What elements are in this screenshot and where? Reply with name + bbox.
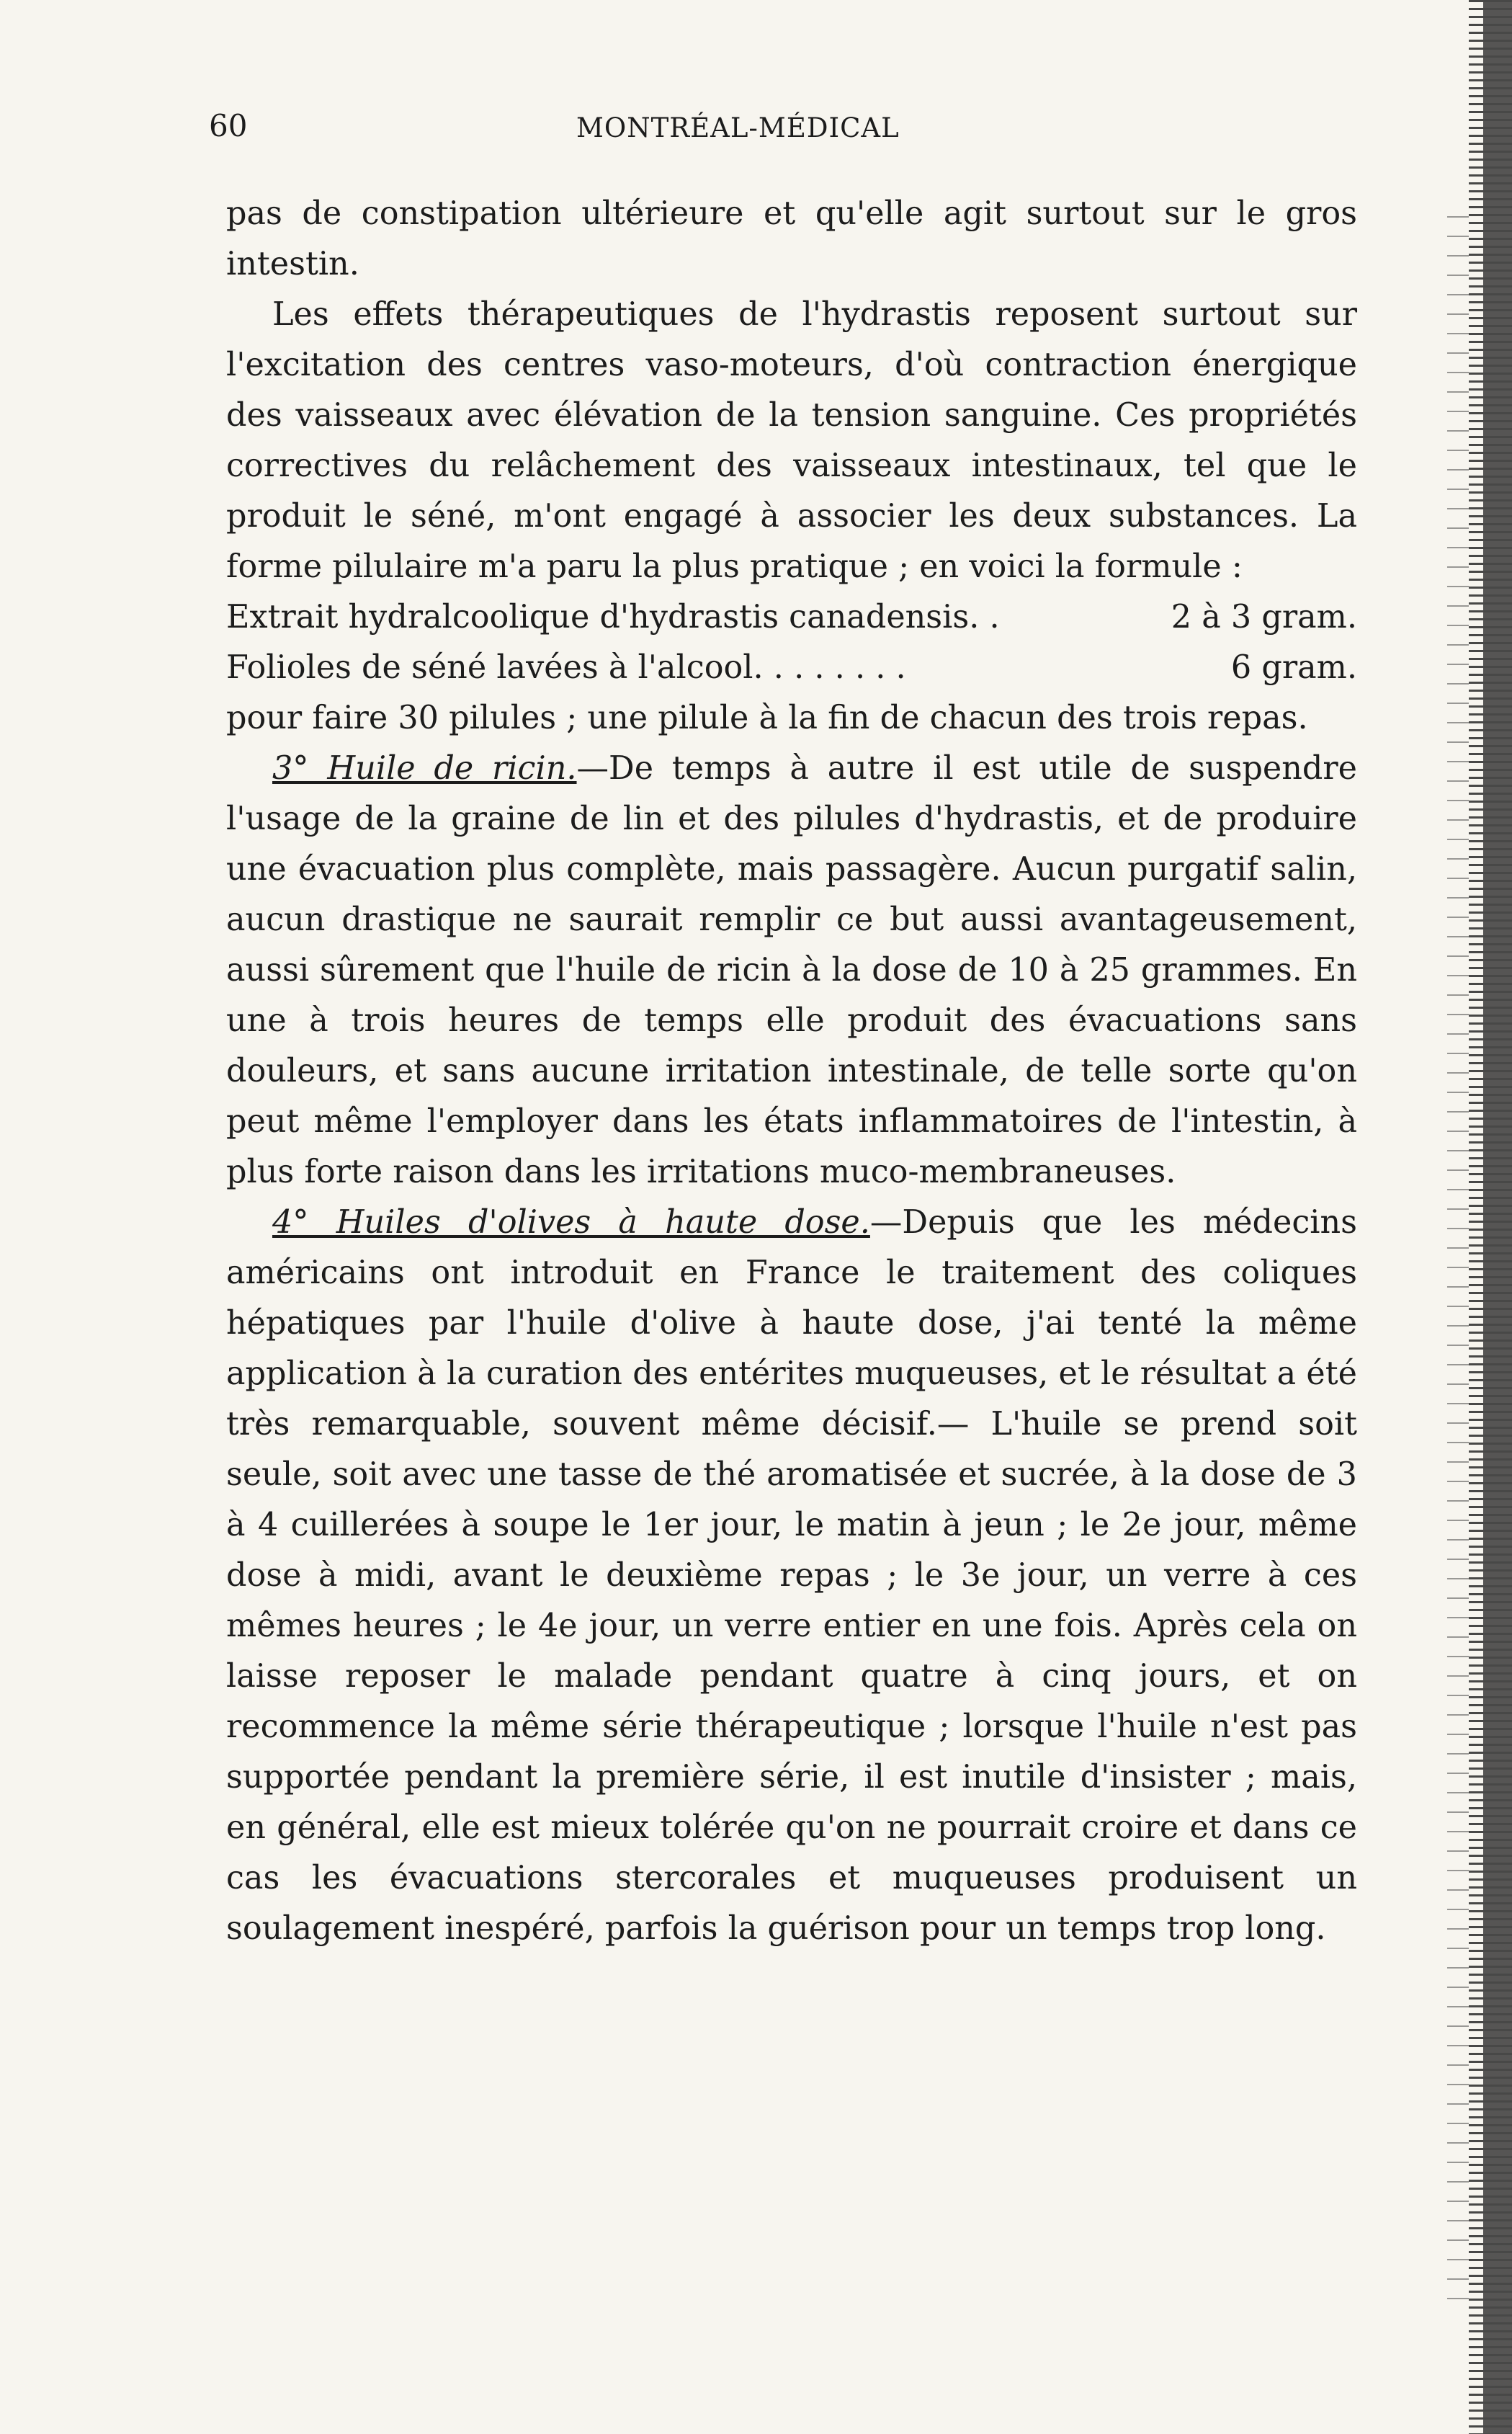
section-text: —De temps à autre il est utile de suspendre l'usage de la graine de lin et des pilules d'hydrastis, et de produire une évacuation plus complète, mais passagère. Aucun purgatif salin, aucun drastique ne saurait remplir ce but aussi avantageusement, aussi sûrement que l'huile de ricin à la dose de 10 à 25 grammes. En une à trois heures de temps elle produit des évacuations sans douleurs, et sans aucune irritation intestinale, de telle sorte qu'on peut même l'employer dans les états inflammatoires de l'intestin, à plus forte raison dans les irritations muco-membraneuses. xyxy=(226,750,1357,1190)
paragraph-continuation: pas de constipation ultérieure et qu'elle agit surtout sur le gros intestin. xyxy=(226,195,1357,282)
formula-dose: 6 gram. xyxy=(1230,649,1357,686)
formula-row xyxy=(226,592,1357,643)
paragraph-pilules: pour faire 30 pilules ; une pilule à la fin de chacun des trois repas. xyxy=(226,700,1308,736)
paragraph-huile-olive xyxy=(226,1198,1357,1954)
scan-edge-artifact xyxy=(1469,0,1512,2434)
formula-row xyxy=(226,643,1357,693)
article-body xyxy=(226,189,1357,1954)
section-text: —Depuis que les médecins américains ont introduit en France le traitement des coliques hépatiques par l'huile d'olive à haute dose, j'ai tenté la même application à la curation des entérites muqueuses, et le résultat a été très remarquable, souvent même décisif.— L'huile se prend soit seule, soit avec une tasse de thé aromatisée et sucrée, à la dose de 3 à 4 cuillerées à soupe le 1er jour, le matin à jeun ; le 2e jour, même dose à midi, avant le deuxième repas ; le 3e jour, un verre à ces mêmes heures ; le 4e jour, un verre entier en une fois. Après cela on laisse reposer le malade pendant quatre à cinq jours, et on recommence la même série thérapeutique ; lorsque l'huile n'est pas supportée pendant la première série, il est inutile d'insister ; mais, en général, elle est mieux tolérée qu'on ne pourrait croire et dans ce cas les évacuations stercorales et muqueuses produisent un soulagement inespéré, parfois la guérison pour un temps trop long. xyxy=(226,1204,1357,1947)
formula-list xyxy=(226,592,1357,693)
scan-speckle-artifact xyxy=(1447,216,1469,2306)
running-title: MONTRÉAL-MÉDICAL xyxy=(576,112,900,143)
formula-dose: 2 à 3 gram. xyxy=(1171,599,1357,636)
paragraph-huile-ricin xyxy=(226,744,1357,1198)
page-header xyxy=(209,108,1340,159)
page-number: 60 xyxy=(209,108,248,143)
formula-item: Folioles de séné lavées à l'alcool. . . . . . . . xyxy=(226,649,906,686)
formula-item: Extrait hydralcoolique d'hydrastis canadensis. . xyxy=(226,599,1000,636)
section-heading: 4° Huiles d'olives à haute dose. xyxy=(272,1204,870,1241)
section-heading: 3° Huile de ricin. xyxy=(272,750,577,787)
paragraph-hydrastis: Les effets thérapeutiques de l'hydrastis reposent surtout sur l'excitation des centres vaso-moteurs, d'où contraction énergique des vaisseaux avec élévation de la tension sanguine. Ces propriétés correctives du relâchement des vaisseaux intestinaux, tel que le produit le séné, m'ont engagé à associer les deux substances. La forme pilulaire m'a paru la plus pratique ; en voici la formule : xyxy=(226,296,1357,585)
